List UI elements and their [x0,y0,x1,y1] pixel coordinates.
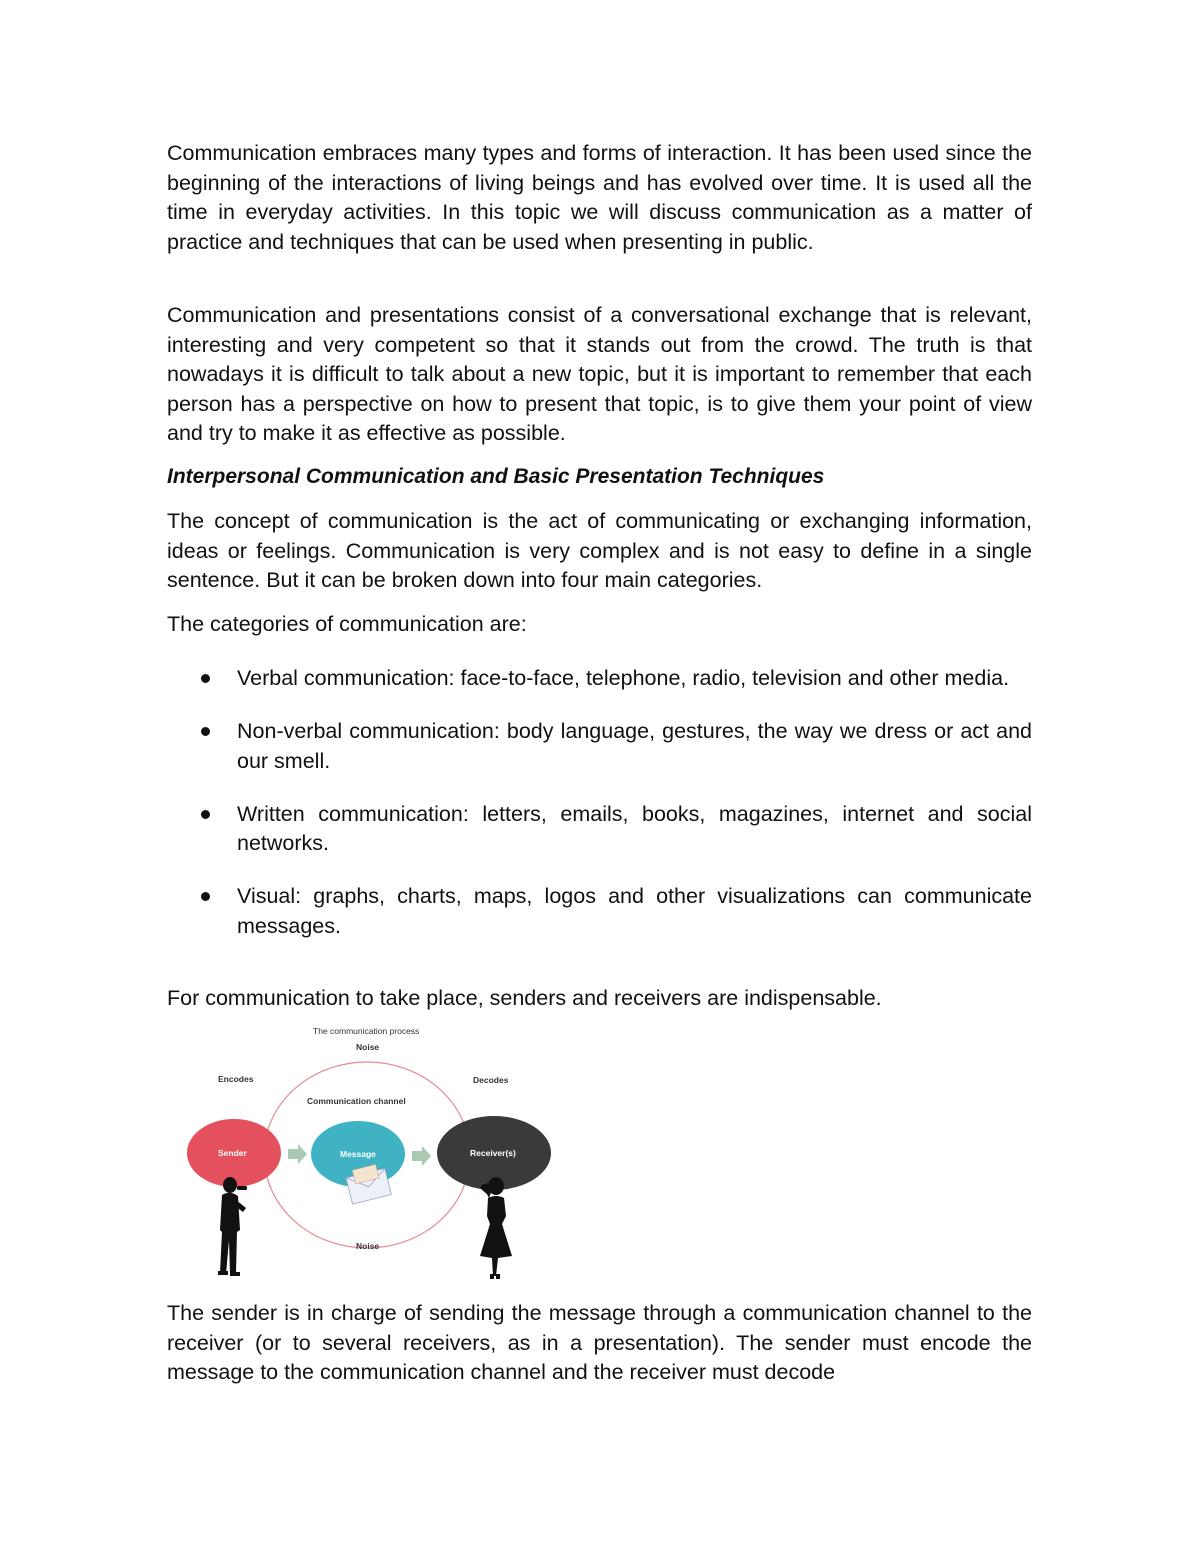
bullet-icon [201,892,210,901]
bullet-icon [201,674,210,683]
sender-explained-paragraph: The sender is in charge of sending the message through a communication channel to the receiver (or to several receivers, as in a presentation). The sender must encode the message to the communication channel and the receiver must decode [167,1301,1032,1384]
man-speaking-icon [218,1177,247,1276]
concept-paragraph: The concept of communication is the act of communicating or exchanging information, ideas or feelings. Communication is very complex and is not easy to define in a single sentence. But it can be broken down into four main categories. [167,509,1032,592]
diagram-title: The communication process [313,1026,420,1036]
channel-label: Communication channel [307,1096,406,1106]
decodes-label: Decodes [473,1075,509,1085]
noise-bottom-label: Noise [356,1241,380,1251]
list-item-text: Visual: graphs, charts, maps, logos and other visualizations can communicate messages. [237,884,1032,938]
receiver-label: Receiver(s) [470,1148,516,1158]
list-item [167,882,1032,941]
list-item-text: Non-verbal communication: body language, gestures, the way we dress or act and our smell. [237,719,1032,773]
list-item [167,664,1032,694]
categories-intro: The categories of communication are: [167,612,527,636]
list-item [167,800,1032,859]
arrow-icon [412,1146,431,1166]
sender-label: Sender [218,1148,247,1158]
categories-list [167,664,1032,965]
message-label: Message [340,1149,376,1159]
list-item [167,717,1032,776]
presentations-paragraph: Communication and presentations consist of a conversational exchange that is relevant, interesting and very competent so that it stands out from the crowd. The truth is that nowadays it is difficult to talk about a new topic, but it is important to remember that each person has a perspective on how to present that topic, is to give them your point of view and try to make it as effective as possible. [167,303,1032,445]
intro-paragraph: Communication embraces many types and forms of interaction. It has been used since the beginning of the interactions of living beings and has evolved over time. It is used all the time in everyday activities. In this topic we will discuss communication as a matter of practice and techniques that can be used when presenting in public. [167,141,1032,254]
bullet-icon [201,810,210,819]
bullet-icon [201,727,210,736]
section-heading: Interpersonal Communication and Basic Presentation Techniques [167,465,825,488]
list-item-text: Verbal communication: face-to-face, telephone, radio, television and other media. [237,666,1010,690]
list-item-text: Written communication: letters, emails, books, magazines, internet and social networks. [237,801,1032,855]
encodes-label: Encodes [218,1074,254,1084]
arrow-icon [288,1144,307,1164]
communication-process-diagram [180,1020,560,1285]
woman-listening-icon [480,1177,512,1279]
senders-receivers-paragraph: For communication to take place, senders and receivers are indispensable. [167,986,882,1010]
noise-top-label: Noise [356,1042,380,1052]
